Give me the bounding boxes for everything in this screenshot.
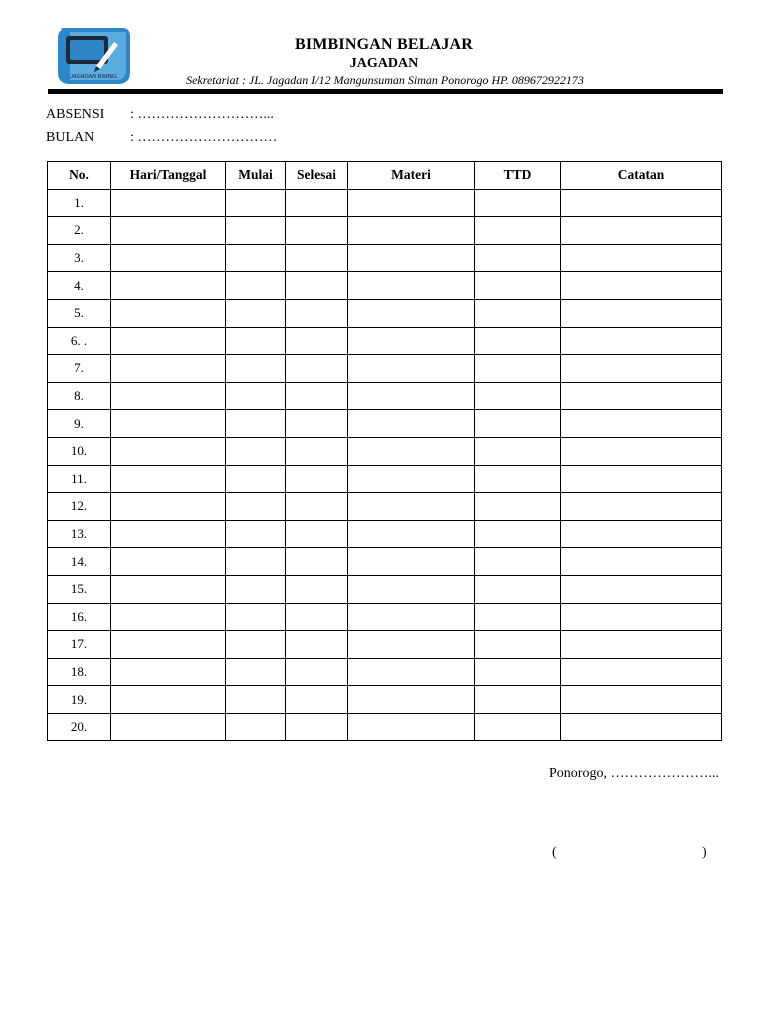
row-number: 8. xyxy=(48,382,111,410)
table-row xyxy=(48,355,722,383)
table-row xyxy=(48,189,722,217)
mulai-cell[interactable] xyxy=(226,493,286,521)
row-number: 7. xyxy=(48,355,111,383)
table-row xyxy=(48,658,722,686)
catatan-cell[interactable] xyxy=(561,493,722,521)
header-catatan: Catatan xyxy=(561,162,722,190)
ttd-cell[interactable] xyxy=(475,299,561,327)
selesai-cell[interactable] xyxy=(286,575,348,603)
bulan-value: : ………………………… xyxy=(130,130,278,145)
materi-cell[interactable] xyxy=(348,575,475,603)
table-row xyxy=(48,493,722,521)
ttd-cell[interactable] xyxy=(475,520,561,548)
materi-cell[interactable] xyxy=(348,382,475,410)
row-number: 10. xyxy=(48,437,111,465)
header-ttd: TTD xyxy=(475,162,561,190)
hari-tanggal-cell[interactable] xyxy=(111,299,226,327)
selesai-cell[interactable] xyxy=(286,327,348,355)
signature-close-paren: ) xyxy=(702,845,707,860)
catatan-cell[interactable] xyxy=(561,548,722,576)
mulai-cell[interactable] xyxy=(226,658,286,686)
catatan-cell[interactable] xyxy=(561,272,722,300)
catatan-cell[interactable] xyxy=(561,713,722,741)
catatan-cell[interactable] xyxy=(561,410,722,438)
header-no: No. xyxy=(48,162,111,190)
header-subtitle: JAGADAN xyxy=(349,56,419,71)
materi-cell[interactable] xyxy=(348,603,475,631)
mulai-cell[interactable] xyxy=(226,382,286,410)
header-title: BIMBINGAN BELAJAR xyxy=(294,36,474,53)
ttd-cell[interactable] xyxy=(475,244,561,272)
table-row xyxy=(48,713,722,741)
row-number: 5. xyxy=(48,299,111,327)
mulai-cell[interactable] xyxy=(226,713,286,741)
place-date: Ponorogo, …………………... xyxy=(549,766,719,781)
table-row xyxy=(48,327,722,355)
mulai-cell[interactable] xyxy=(226,410,286,438)
svg-text:JAGADAN BIMBEL: JAGADAN BIMBEL xyxy=(70,74,118,80)
hari-tanggal-cell[interactable] xyxy=(111,410,226,438)
mulai-cell[interactable] xyxy=(226,217,286,245)
selesai-cell[interactable] xyxy=(286,493,348,521)
selesai-cell[interactable] xyxy=(286,355,348,383)
hari-tanggal-cell[interactable] xyxy=(111,713,226,741)
materi-cell[interactable] xyxy=(348,713,475,741)
catatan-cell[interactable] xyxy=(561,465,722,493)
row-number: 13. xyxy=(48,520,111,548)
ttd-cell[interactable] xyxy=(475,686,561,714)
materi-cell[interactable] xyxy=(348,189,475,217)
mulai-cell[interactable] xyxy=(226,520,286,548)
materi-cell[interactable] xyxy=(348,299,475,327)
mulai-cell[interactable] xyxy=(226,299,286,327)
ttd-cell[interactable] xyxy=(475,272,561,300)
jagadan-logo xyxy=(56,26,132,86)
hari-tanggal-cell[interactable] xyxy=(111,548,226,576)
catatan-cell[interactable] xyxy=(561,217,722,245)
selesai-cell[interactable] xyxy=(286,217,348,245)
materi-cell[interactable] xyxy=(348,465,475,493)
absensi-value: : ………………………... xyxy=(130,107,274,122)
selesai-cell[interactable] xyxy=(286,465,348,493)
selesai-cell[interactable] xyxy=(286,686,348,714)
selesai-cell[interactable] xyxy=(286,272,348,300)
selesai-cell[interactable] xyxy=(286,603,348,631)
mulai-cell[interactable] xyxy=(226,244,286,272)
ttd-cell[interactable] xyxy=(475,355,561,383)
catatan-cell[interactable] xyxy=(561,520,722,548)
mulai-cell[interactable] xyxy=(226,189,286,217)
table-row xyxy=(48,437,722,465)
ttd-cell[interactable] xyxy=(475,465,561,493)
selesai-cell[interactable] xyxy=(286,189,348,217)
selesai-cell[interactable] xyxy=(286,299,348,327)
table-row xyxy=(48,548,722,576)
catatan-cell[interactable] xyxy=(561,658,722,686)
catatan-cell[interactable] xyxy=(561,189,722,217)
row-number: 14. xyxy=(48,548,111,576)
materi-cell[interactable] xyxy=(348,244,475,272)
header-divider xyxy=(48,89,723,94)
row-number: 9. xyxy=(48,410,111,438)
row-number: 12. xyxy=(48,493,111,521)
selesai-cell[interactable] xyxy=(286,548,348,576)
hari-tanggal-cell[interactable] xyxy=(111,382,226,410)
ttd-cell[interactable] xyxy=(475,658,561,686)
row-number: 18. xyxy=(48,658,111,686)
bulan-field xyxy=(46,130,277,146)
selesai-cell[interactable] xyxy=(286,631,348,659)
table-row xyxy=(48,465,722,493)
catatan-cell[interactable] xyxy=(561,437,722,465)
hari-tanggal-cell[interactable] xyxy=(111,631,226,659)
ttd-cell[interactable] xyxy=(475,217,561,245)
table-row xyxy=(48,272,722,300)
header-selesai: Selesai xyxy=(286,162,348,190)
row-number: 16. xyxy=(48,603,111,631)
header-materi: Materi xyxy=(348,162,475,190)
ttd-cell[interactable] xyxy=(475,327,561,355)
table-row xyxy=(48,686,722,714)
row-number: 3. xyxy=(48,244,111,272)
hari-tanggal-cell[interactable] xyxy=(111,493,226,521)
hari-tanggal-cell[interactable] xyxy=(111,465,226,493)
catatan-cell[interactable] xyxy=(561,299,722,327)
materi-cell[interactable] xyxy=(348,520,475,548)
catatan-cell[interactable] xyxy=(561,603,722,631)
row-number: 11. xyxy=(48,465,111,493)
selesai-cell[interactable] xyxy=(286,410,348,438)
mulai-cell[interactable] xyxy=(226,327,286,355)
ttd-cell[interactable] xyxy=(475,575,561,603)
mulai-cell[interactable] xyxy=(226,631,286,659)
hari-tanggal-cell[interactable] xyxy=(111,327,226,355)
mulai-cell[interactable] xyxy=(226,355,286,383)
absensi-label: ABSENSI xyxy=(46,107,105,122)
absensi-field xyxy=(46,107,274,123)
attendance-table xyxy=(47,161,722,741)
ttd-cell[interactable] xyxy=(475,493,561,521)
materi-cell[interactable] xyxy=(348,272,475,300)
table-row xyxy=(48,244,722,272)
row-number: 2. xyxy=(48,217,111,245)
table-row xyxy=(48,603,722,631)
materi-cell[interactable] xyxy=(348,658,475,686)
header-address: Sekretariat : JL. Jagadan I/12 Mangunsuman Siman Ponorogo HP. 089672922173 xyxy=(186,73,584,87)
catatan-cell[interactable] xyxy=(561,575,722,603)
signature-open-paren: ( xyxy=(552,845,557,860)
materi-cell[interactable] xyxy=(348,686,475,714)
mulai-cell[interactable] xyxy=(226,575,286,603)
materi-cell[interactable] xyxy=(348,327,475,355)
ttd-cell[interactable] xyxy=(475,382,561,410)
catatan-cell[interactable] xyxy=(561,327,722,355)
ttd-cell[interactable] xyxy=(475,410,561,438)
table-header-row xyxy=(48,162,722,190)
ttd-cell[interactable] xyxy=(475,713,561,741)
header-mulai: Mulai xyxy=(226,162,286,190)
mulai-cell[interactable] xyxy=(226,437,286,465)
row-number: 20. xyxy=(48,713,111,741)
ttd-cell[interactable] xyxy=(475,548,561,576)
materi-cell[interactable] xyxy=(348,410,475,438)
row-number: 6. . xyxy=(48,327,111,355)
catatan-cell[interactable] xyxy=(561,355,722,383)
materi-cell[interactable] xyxy=(348,355,475,383)
row-number: 17. xyxy=(48,631,111,659)
ttd-cell[interactable] xyxy=(475,603,561,631)
hari-tanggal-cell[interactable] xyxy=(111,244,226,272)
hari-tanggal-cell[interactable] xyxy=(111,520,226,548)
row-number: 19. xyxy=(48,686,111,714)
row-number: 4. xyxy=(48,272,111,300)
mulai-cell[interactable] xyxy=(226,686,286,714)
selesai-cell[interactable] xyxy=(286,437,348,465)
hari-tanggal-cell[interactable] xyxy=(111,272,226,300)
hari-tanggal-cell[interactable] xyxy=(111,189,226,217)
hari-tanggal-cell[interactable] xyxy=(111,437,226,465)
mulai-cell[interactable] xyxy=(226,272,286,300)
table-row xyxy=(48,575,722,603)
mulai-cell[interactable] xyxy=(226,465,286,493)
ttd-cell[interactable] xyxy=(475,631,561,659)
header-hari-tanggal: Hari/Tanggal xyxy=(111,162,226,190)
mulai-cell[interactable] xyxy=(226,603,286,631)
hari-tanggal-cell[interactable] xyxy=(111,575,226,603)
ttd-cell[interactable] xyxy=(475,437,561,465)
hari-tanggal-cell[interactable] xyxy=(111,355,226,383)
table-row xyxy=(48,631,722,659)
hari-tanggal-cell[interactable] xyxy=(111,603,226,631)
table-row xyxy=(48,410,722,438)
catatan-cell[interactable] xyxy=(561,686,722,714)
bulan-label: BULAN xyxy=(46,130,95,145)
materi-cell[interactable] xyxy=(348,493,475,521)
catatan-cell[interactable] xyxy=(561,631,722,659)
catatan-cell[interactable] xyxy=(561,244,722,272)
hari-tanggal-cell[interactable] xyxy=(111,686,226,714)
selesai-cell[interactable] xyxy=(286,520,348,548)
selesai-cell[interactable] xyxy=(286,382,348,410)
selesai-cell[interactable] xyxy=(286,713,348,741)
row-number: 15. xyxy=(48,575,111,603)
materi-cell[interactable] xyxy=(348,548,475,576)
hari-tanggal-cell[interactable] xyxy=(111,658,226,686)
catatan-cell[interactable] xyxy=(561,382,722,410)
hari-tanggal-cell[interactable] xyxy=(111,217,226,245)
table-row xyxy=(48,382,722,410)
ttd-cell[interactable] xyxy=(475,189,561,217)
materi-cell[interactable] xyxy=(348,631,475,659)
selesai-cell[interactable] xyxy=(286,658,348,686)
materi-cell[interactable] xyxy=(348,437,475,465)
mulai-cell[interactable] xyxy=(226,548,286,576)
selesai-cell[interactable] xyxy=(286,244,348,272)
row-number: 1. xyxy=(48,189,111,217)
materi-cell[interactable] xyxy=(348,217,475,245)
table-row xyxy=(48,217,722,245)
table-row xyxy=(48,520,722,548)
table-row xyxy=(48,299,722,327)
